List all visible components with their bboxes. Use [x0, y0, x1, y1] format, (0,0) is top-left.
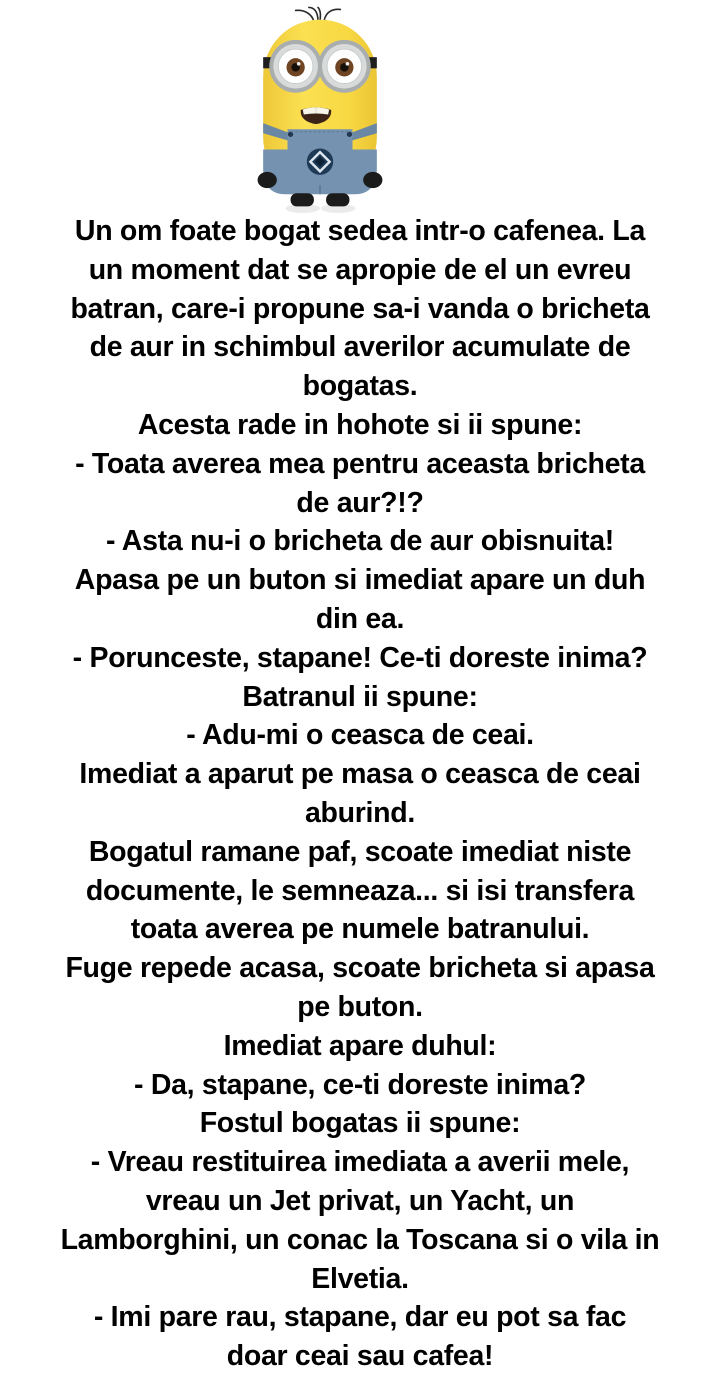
joke-line: Imediat apare duhul:: [223, 1029, 497, 1062]
joke-line: - Vreau restituirea imediata a averii mele,: [90, 1146, 630, 1179]
joke-line: Bogatul ramane paf, scoate imediat niste: [88, 835, 632, 868]
joke-line: Fostul bogatas ii spune:: [199, 1107, 521, 1140]
joke-line: aburind.: [304, 796, 415, 829]
minion-feet: [291, 193, 350, 206]
joke-line: - Porunceste, stapane! Ce-ti doreste inima?: [72, 641, 648, 674]
joke-line: documente, le semneaza... si isi transfera: [85, 874, 635, 907]
joke-line: batran, care-i propune sa-i vanda o bricheta: [70, 292, 650, 325]
minion-logo: [307, 149, 333, 175]
joke-line: Acesta rade in hohote si ii spune:: [137, 408, 583, 441]
joke-line: de aur?!?: [296, 486, 424, 519]
joke-line: - Da, stapane, ce-ti doreste inima?: [134, 1068, 586, 1101]
joke-line: pe buton.: [297, 990, 423, 1023]
joke-line: Un om foate bogat sedea intr-o cafenea. La: [74, 215, 646, 247]
joke-line: Batranul ii spune:: [242, 680, 478, 713]
joke-line: Imediat a aparut pe masa o ceasca de ceai: [79, 758, 641, 791]
joke-line: Fuge repede acasa, scoate bricheta si apasa: [65, 952, 655, 985]
joke-line: - Imi pare rau, stapane, dar eu pot sa fac: [93, 1301, 627, 1334]
joke-line: vreau un Jet privat, un Yacht, un: [145, 1184, 575, 1217]
joke-line: Elvetia.: [311, 1262, 409, 1295]
joke-line: de aur in schimbul averilor acumulate de: [89, 331, 631, 364]
joke-line: - Adu-mi o ceasca de ceai.: [186, 719, 534, 752]
joke-line: din ea.: [315, 602, 405, 635]
minion-hair: [296, 7, 341, 21]
joke-line: - Asta nu-i o bricheta de aur obisnuita!: [106, 525, 614, 558]
joke-text: [0, 212, 720, 1375]
joke-line: un moment dat se apropie de el un evreu: [88, 253, 632, 286]
joke-line: Lamborghini, un conac la Toscana si o vila in: [60, 1223, 660, 1256]
minion-illustration-svg: [253, 5, 387, 221]
minion-illustration: [253, 5, 387, 221]
joke-line: bogatas.: [302, 370, 418, 403]
joke-line: toata averea pe numele batranului.: [130, 913, 590, 946]
joke-line: Apasa pe un buton si imediat apare un duh: [74, 564, 646, 597]
joke-line: - Toata averea mea pentru aceasta bricheta: [75, 447, 645, 480]
joke-line: doar ceai sau cafea!: [226, 1340, 494, 1373]
